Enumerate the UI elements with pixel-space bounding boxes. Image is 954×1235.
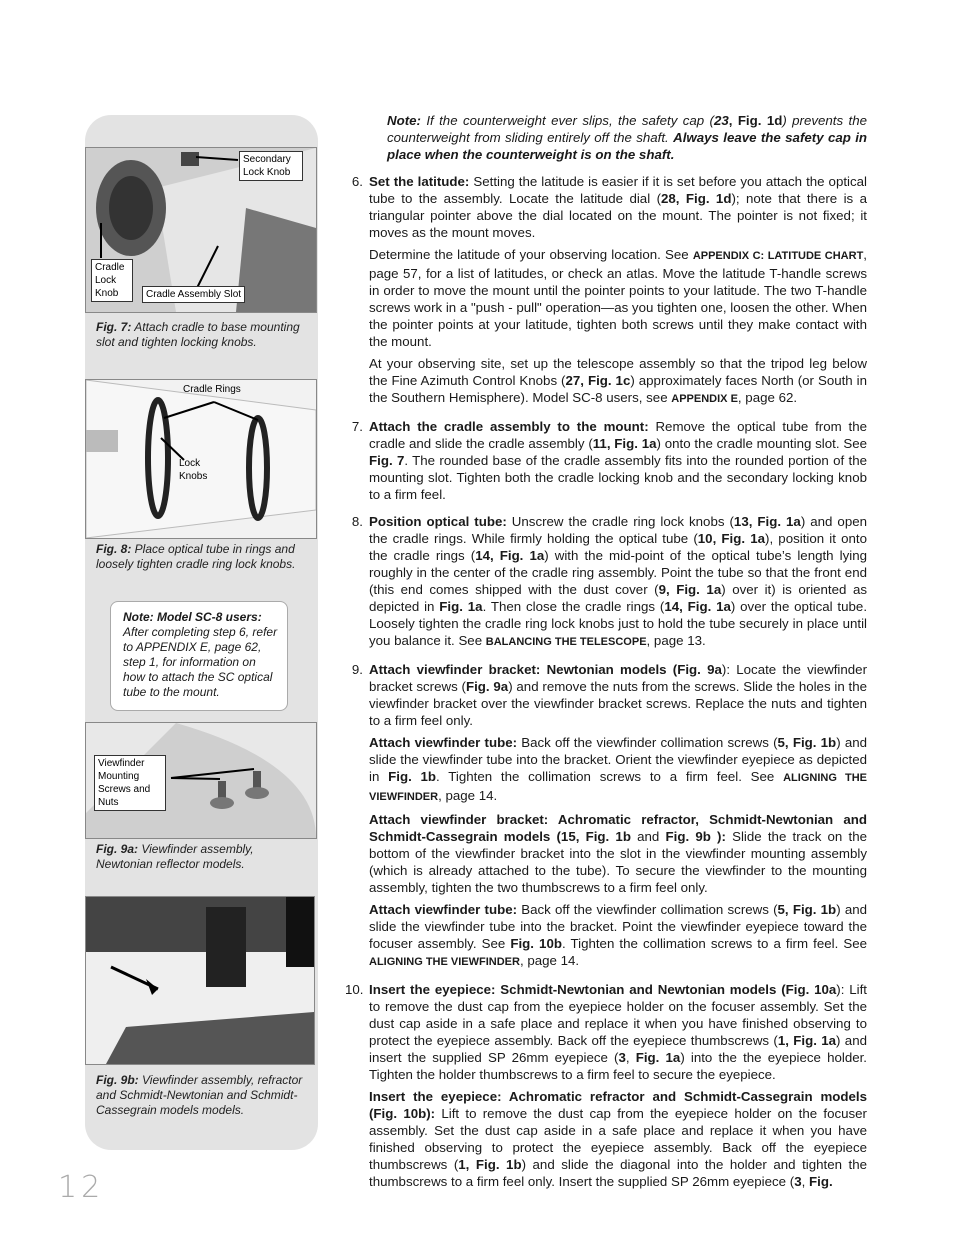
step-8-text-8: , page 13. (646, 633, 706, 648)
step-10-text-3: , (625, 1050, 636, 1065)
step-9-para-4 (369, 901, 867, 971)
step-7-text-2: ) onto the cradle mounting slot. See (656, 436, 867, 451)
step-7 (345, 418, 867, 508)
step-9-c-title: Attach viewfinder tube: (369, 902, 518, 917)
note-ref-2: , Fig. 1d (728, 113, 783, 128)
note-lead: Note: (387, 113, 421, 128)
note-ref-1: 23 (713, 113, 729, 128)
step-10 (345, 981, 867, 1195)
step-6-p2-appendix-ref: APPENDIX C: LATITUDE CHART (692, 250, 864, 262)
fig8-label-lock-knobs: Lock Knobs (179, 458, 208, 482)
fig7-label-cradle-assembly-slot: Cradle Assembly Slot (142, 286, 245, 303)
sc8-note-text: After completing step 6, refer to APPENDIX E, page 62, step 1, for information on how to attach the SC optical tube to the mount. (123, 625, 278, 699)
step-6-title: Set the latitude: (369, 174, 470, 189)
step-9-title: Attach viewfinder bracket: Newtonian models (Fig. 9a (369, 662, 722, 677)
step-7-text-3: . The rounded base of the cradle assembly fits into the rounded portion of the mounting slot. Tighten both the cradle locking knob and the secondary locking knob to a firm feel. (369, 453, 867, 502)
step-8-ref-3: 14, Fig. 1a (475, 548, 545, 563)
step-10-title: Insert the eyepiece: Schmidt-Newtonian and Newtonian models (Fig. 10a (369, 982, 837, 997)
step-10-text-2: ) and insert the supplied SP 26mm eyepiece ( (369, 1033, 867, 1065)
step-6-ref-1: 28, Fig. 1d (661, 191, 732, 206)
fig8-caption-text: Place optical tube in rings and loosely tighten cradle ring lock knobs. (96, 542, 296, 571)
step-10-para-2 (369, 1088, 867, 1190)
step-7-text-1: Remove the optical tube from the cradle and slide the cradle assembly ( (369, 419, 867, 451)
step-10-para-1 (369, 981, 867, 1083)
step-7-title: Attach the cradle assembly to the mount: (369, 419, 649, 434)
step-9-a-text-2: ) and slide the viewfinder tube into the bracket. Orient the viewfinder eyepiece as depicted in (369, 735, 868, 784)
step-8-ref-4: 9, Fig. 1a (658, 582, 722, 597)
step-8-ref-6: 14, Fig. 1a (664, 599, 731, 614)
step-9-a-title: Attach viewfinder tube: (369, 735, 518, 750)
fig9a-label-mounting-screws: Viewfinder Mounting Screws and Nuts (94, 755, 166, 811)
step-8-text-7: ) over the optical tube. Loosely tighten the cradle ring lock knobs just to hold the tube securely in place until you balance it. See (369, 599, 868, 648)
step-8-section-ref: BALANCING THE TELESCOPE (485, 636, 647, 648)
step-8-ref-2: 10, Fig. 1a (697, 531, 766, 546)
step-6-number: 6. (351, 174, 363, 189)
step-6-p3-text-d: , page 62. (737, 390, 798, 405)
step-8 (345, 513, 867, 656)
step-9-text-1: ): Locate the viewfinder bracket screws ( (369, 662, 867, 694)
step-10-ref-1: 1, Fig. 1a (777, 1033, 837, 1048)
step-9-c-text-3: . Tighten the collimation screws to a firm feel. See (561, 936, 867, 951)
step-10-number: 10. (345, 982, 364, 997)
step-9-a-ref-1: 5, Fig. 1b (777, 735, 837, 750)
note-text-1: If the counterweight ever slips, the safety cap ( (420, 113, 714, 128)
step-6-p2-text-b: , page 57, for a list of latitudes, or check an atlas. Move the latitude T-handle screws in order to move the mount until the pointer points to your latitude. The two T-handle screws work in a "push - pull" operation—as you tighten one, loosen the other. When the pointer points at your latitude, tighten both screws until they make contact with the mount. (369, 247, 868, 349)
fig9b-caption (96, 1073, 306, 1118)
step-6-p2-text-a: Determine the latitude of your observing location. See (369, 247, 693, 262)
fig8-label-cradle-rings: Cradle Rings (183, 384, 241, 395)
note-emphasis: Always leave the safety cap in place when the counterweight is on the shaft. (387, 130, 868, 162)
step-6-p3-text-a: At your observing site, set up the telescope assembly so that the tripod leg below the Fine Azimuth Control Knobs ( (369, 356, 867, 388)
step-9-a-ref-2: Fig. 1b (388, 769, 437, 784)
step-9-c-section-ref: ALIGNING THE VIEWFINDER (369, 956, 520, 968)
step-8-ref-1: 13, Fig. 1a (733, 514, 801, 529)
step-9-b-title-2: Fig. 9b ): (665, 829, 726, 844)
step-7-ref-2: Fig. 7 (369, 453, 405, 468)
step-8-text-2: ) and open the cradle rings. While firmly holding the optical tube ( (369, 514, 868, 546)
step-9-c-ref-1: 5, Fig. 1b (777, 902, 837, 917)
main-text-column (345, 112, 867, 1200)
step-10-ref-3: Fig. 1a (635, 1050, 681, 1065)
step-10-text-4: ) into the the eyepiece holder. Tighten the holder thumbscrews to a firm feel to secure the eyepiece. (369, 1050, 868, 1082)
step-9-c-ref-2: Fig. 10b (510, 936, 562, 951)
step-8-text-1: Unscrew the cradle ring lock knobs ( (506, 514, 734, 529)
step-7-number: 7. (351, 419, 363, 434)
step-9-b-text: Slide the track on the bottom of the viewfinder bracket into the slot in the viewfinder mounting assembly (which is already attached to the tube). To secure the viewfinder to the mounting assembly, tighten the two thumbscrews to a firm feel only. (369, 829, 867, 895)
step-9-text-2: ) and remove the nuts from the screws. Slide the holes in the viewfinder bracket over the viewfinder bracket screws. Replace the nuts and tighten to a firm feel only. (369, 679, 868, 728)
step-10-d-ref-3: Fig. (809, 1174, 833, 1189)
step-6-p3-appendix-ref: APPENDIX E (671, 393, 738, 405)
page-number: 12 (58, 1170, 105, 1205)
fig8-photo (85, 379, 317, 539)
step-10-d-text-2: ) and slide the diagonal into the holder and tighten the thumbscrews to a firm feel only. Insert the supplied SP 26mm eyepiece ( (369, 1157, 867, 1189)
step-10-text-1: ): Lift to remove the dust cap from the eyepiece holder on the focuser assembly. Set the dust cap aside in a safe place and replace it when you have finished observing to protect the eyepiece assembly. Back off the eyepiece thumbscrews ( (369, 982, 868, 1048)
step-10-d-ref-1: 1, Fig. 1b (458, 1157, 522, 1172)
fig9a-photo (85, 722, 317, 839)
step-9-c-text-1: Back off the viewfinder collimation screws ( (517, 902, 778, 917)
step-10-ref-2: 3 (618, 1050, 626, 1065)
fig8-caption (96, 542, 306, 572)
fig7-caption (96, 320, 306, 350)
fig9b-caption-lead: Fig. 9b: (96, 1073, 139, 1087)
step-8-title: Position optical tube: (369, 514, 507, 529)
fig9b-caption-text: Viewfinder assembly, refractor and Schmidt-Newtonian and Schmidt-Cassegrain models models. (96, 1073, 303, 1117)
counterweight-note (387, 112, 867, 163)
step-8-text-5: ) over it) is oriented as depicted in (369, 582, 868, 614)
fig9b-photo (85, 896, 315, 1065)
fig7-photo (85, 147, 317, 313)
step-9-a-text-4: , page 14. (438, 788, 498, 803)
step-6 (345, 173, 867, 413)
step-6-p3-ref: 27, Fig. 1c (565, 373, 631, 388)
step-9-a-text-3: . Tighten the collimation screws to a firm feel. See (436, 769, 784, 784)
step-9-b-title: Attach viewfinder bracket: Achromatic refractor, Schmidt-Newtonian and Schmidt-Cassegrain models (15, Fig. 1b (369, 812, 867, 844)
step-9-para-2 (369, 734, 867, 806)
step-6-text-2: ); note that there is a triangular pointer above the dial located on the mount. The pointer is not fixed; it moves as the mount moves. (369, 191, 867, 240)
fig9a-caption-text: Viewfinder assembly, Newtonian reflector models. (96, 842, 254, 871)
step-8-ref-5: Fig. 1a (439, 599, 483, 614)
step-6-para-3 (369, 355, 867, 408)
fig7-label-secondary-lock-knob: Secondary Lock Knob (239, 151, 303, 181)
step-10-d-ref-2: 3 (794, 1174, 802, 1189)
sc8-note-lead: Note: Model SC-8 users: (123, 610, 262, 624)
step-9-para-3 (369, 811, 867, 896)
step-9-ref-1: Fig. 9a (465, 679, 509, 694)
fig9b-illustration (86, 897, 314, 1064)
step-7-ref-1: 11, Fig. 1a (592, 436, 657, 451)
step-6-para-2 (369, 246, 867, 350)
step-9-number: 9. (351, 662, 363, 677)
step-9-c-text-2: ) and slide the viewfinder tube into the bracket. Point the viewfinder eyepiece toward the focuser assembly. See (369, 902, 868, 951)
step-9-b-and: and (630, 829, 666, 844)
step-8-text-4: ) with the mid-point of the optical tube’s length lying roughly in the center of the cradle ring assembly. Point the tube so that the front end (this end comes shipped with the dust cover ( (369, 548, 867, 597)
fig7-caption-lead: Fig. 7: (96, 320, 132, 334)
step-9-a-section-ref: ALIGNING THE VIEWFINDER (369, 772, 867, 803)
step-9-a-text-1: Back off the viewfinder collimation screws ( (517, 735, 778, 750)
step-10-d-text-1: Lift to remove the dust cap from the eyepiece holder on the focuser assembly. Set the dust cap aside in a safe place and replace it when you have finished observing to protect the eyepiece assembly. Back off the eyepiece thumbscrews ( (369, 1106, 867, 1172)
step-8-number: 8. (351, 514, 363, 529)
step-10-d-title: Insert the eyepiece: Achromatic refractor and Schmidt-Cassegrain models (Fig. 10b): (369, 1089, 867, 1121)
step-8-para (369, 513, 867, 651)
step-9 (345, 661, 867, 976)
step-10-d-text-3: , (801, 1174, 809, 1189)
step-6-text-1: Setting the latitude is easier if it is set before you attach the optical tube to the assembly. Locate the latitude dial ( (369, 174, 867, 206)
fig7-caption-text: Attach cradle to base mounting slot and tighten locking knobs. (96, 320, 300, 349)
fig9a-caption-lead: Fig. 9a: (96, 842, 139, 856)
step-9-para-1 (369, 661, 867, 729)
sc8-note-box (110, 601, 288, 711)
note-text-2: ) prevents the counterweight from sliding entirely off the shaft. (387, 113, 867, 145)
step-8-text-6: . Then close the cradle rings ( (482, 599, 665, 614)
step-9-c-text-4: , page 14. (519, 953, 580, 968)
fig8-caption-lead: Fig. 8: (96, 542, 132, 556)
step-8-text-3: ), position it onto the cradle rings ( (369, 531, 867, 563)
fig9a-caption (96, 842, 306, 872)
step-6-para-1 (369, 173, 867, 241)
step-6-p3-text-c: ) approximately faces North (or South in the Southern Hemisphere). Model SC-8 users, see (369, 373, 868, 405)
fig7-label-cradle-lock-knob: Cradle Lock Knob (91, 259, 133, 302)
step-7-para (369, 418, 867, 503)
